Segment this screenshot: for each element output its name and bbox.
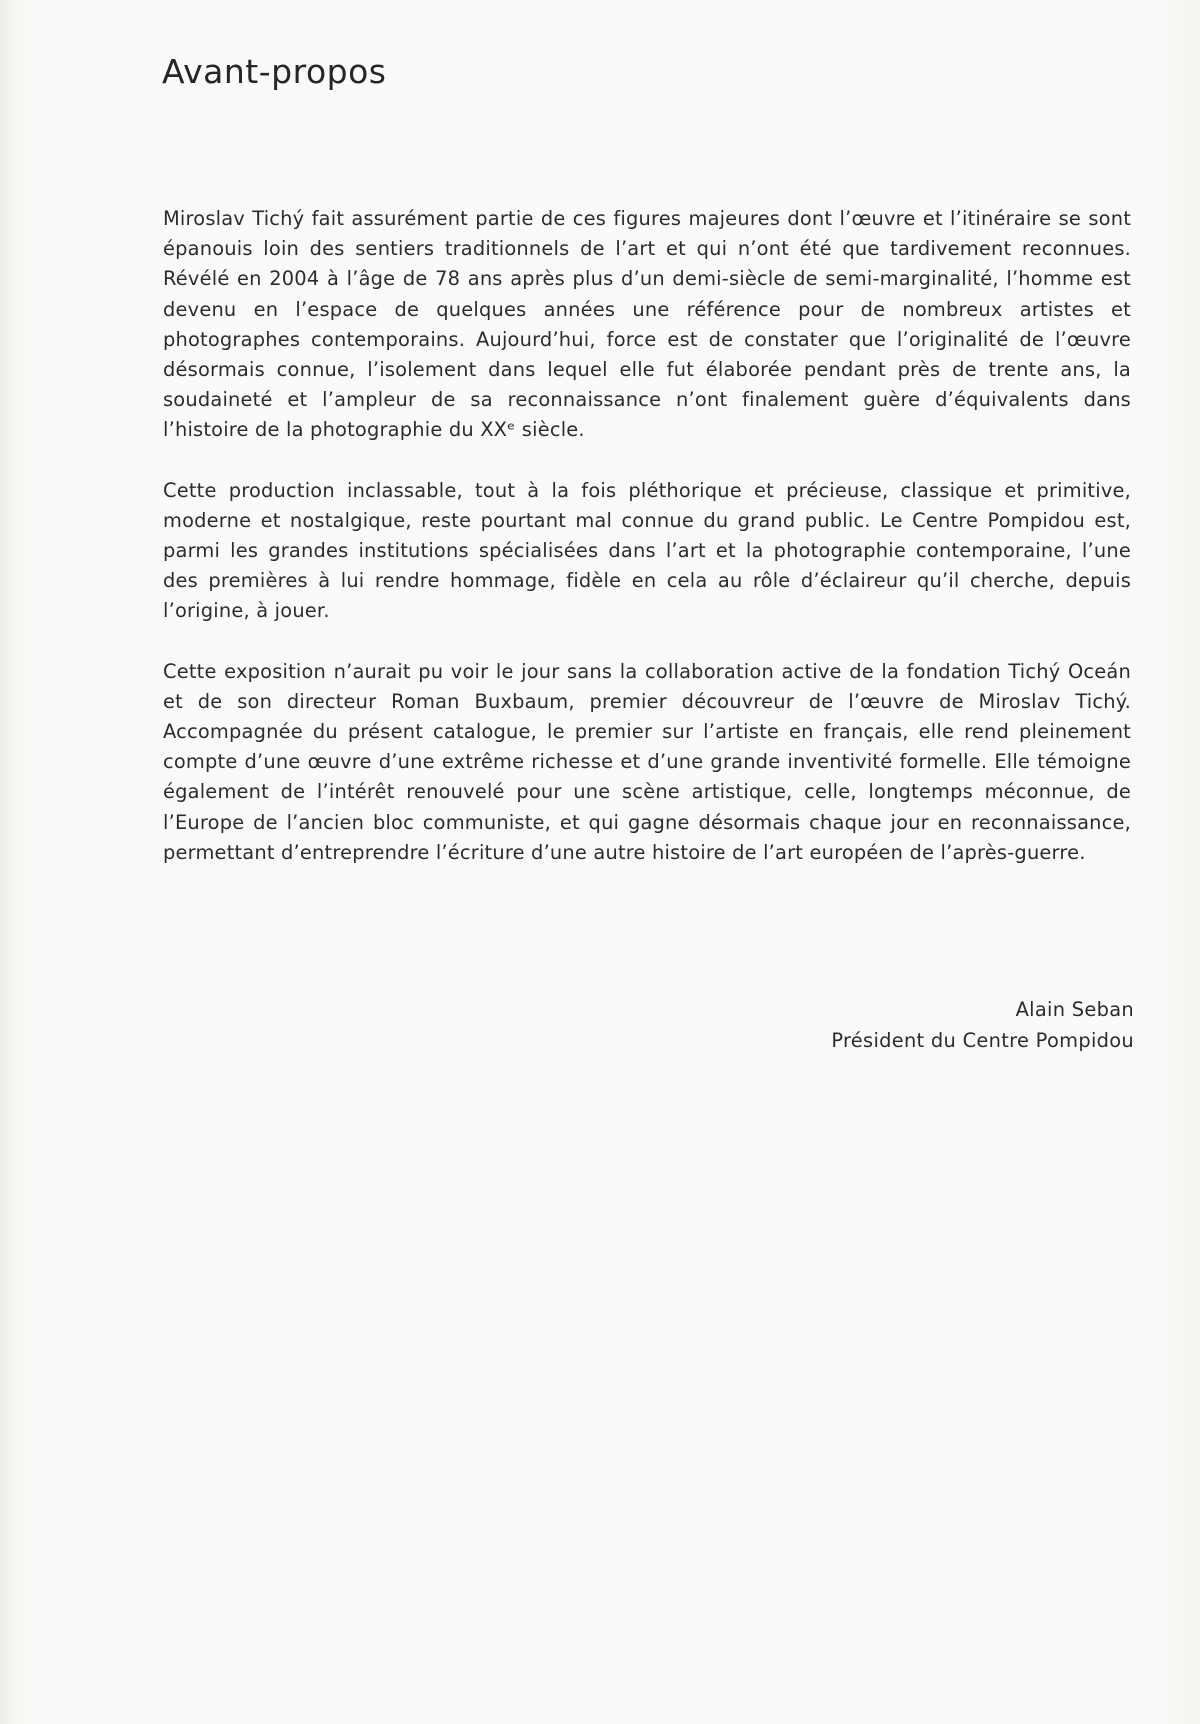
paragraph-1: Miroslav Tichý fait assurément partie de ces figures majeures dont l’œuvre et l’itinéraire se sont épanouis loin des sentiers traditionnels de l’art et qui n’ont été que tardivement reconnues. Révélé en 2004 à l’âge de 78 ans après plus d’un demi-siècle de semi-marginalité, l’homme est devenu en l’espace de quelques années une référence pour de nombreux artistes et photographes contemporains. Aujourd’hui, force est de constater que l’originalité de l’œuvre désormais connue, l’isolement dans lequel elle fut élaborée pendant près de trente ans, la soudaineté et l’ampleur de sa reconnaissance n’ont finalement guère d’équivalents dans l’histoire de la photographie du XXᵉ siècle. xyxy=(163,207,1131,442)
signature-name: Alain Seban xyxy=(1015,998,1134,1021)
page-title: Avant-propos xyxy=(162,52,387,91)
signature-block xyxy=(831,994,1134,1056)
paragraph-3: Cette exposition n’aurait pu voir le jour sans la collaboration active de la fondation Tichý Oceán et de son directeur Roman Buxbaum, premier découvreur de l’œuvre de Miroslav Tichý. Accompagnée du présent catalogue, le premier sur l’artiste en français, elle rend pleinement compte d’une œuvre d’une extrême richesse et d’une grande inventivité formelle. Elle témoigne également de l’intérêt renouvelé pour une scène artistique, celle, longtemps méconnue, de l’Europe de l’ancien bloc communiste, et qui gagne désormais chaque jour en reconnaissance, permettant d’entreprendre l’écriture d’une autre histoire de l’art européen de l’après-guerre. xyxy=(163,659,1131,864)
signature-role: Président du Centre Pompidou xyxy=(831,1029,1134,1052)
paragraph-2: Cette production inclassable, tout à la fois pléthorique et précieuse, classique et primitive, moderne et nostalgique, reste pourtant mal connue du grand public. Le Centre Pompidou est, parmi les grandes institutions spécialisées dans l’art et la photographie contemporaine, l’une des premières à lui rendre hommage, fidèle en cela au rôle d’éclaireur qu’il cherche, depuis l’origine, à jouer. xyxy=(163,478,1131,623)
body-text xyxy=(163,204,1131,898)
